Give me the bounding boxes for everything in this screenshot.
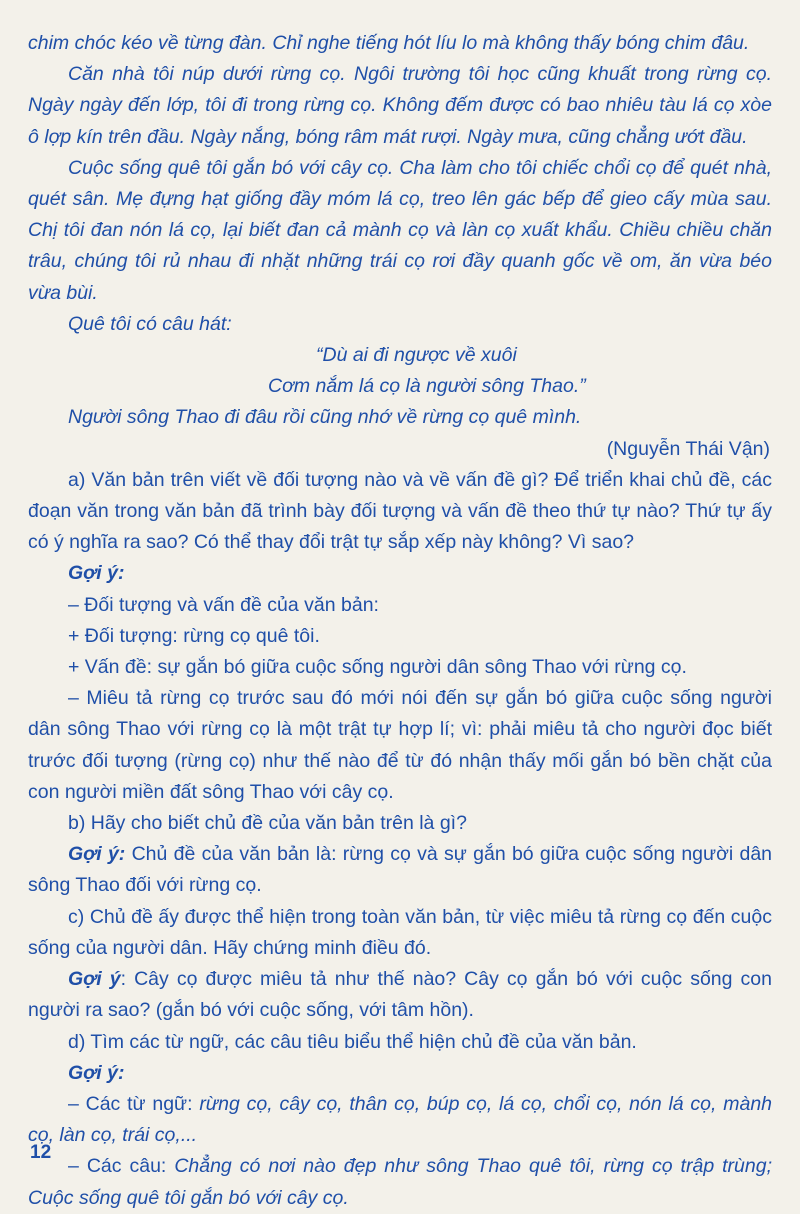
hint-label: Gợi ý: xyxy=(68,562,125,585)
hint-b xyxy=(28,839,772,901)
author-attribution: (Nguyễn Thái Vận) xyxy=(606,437,770,460)
hint-label: Gợi ý: xyxy=(68,843,126,866)
question-b: b) Hãy cho biết chủ đề của văn bản trên là gì? xyxy=(68,812,467,835)
question-d: d) Tìm các từ ngữ, các câu tiêu biểu thể hiện chủ đề của văn bản. xyxy=(68,1030,637,1053)
passage-paragraph-3: Cuộc sống quê tôi gắn bó với cây cọ. Cha làm cho tôi chiếc chổi cọ để quét nhà, quét sân. Mẹ đựng hạt giống đầy móm lá cọ, treo lên gác bếp để gieo cấy mùa sau. Chị tôi đan nón lá cọ, lại biết đan cả mành cọ và làn cọ xuất khẩu. Chiều chiều chăn trâu, chúng tôi rủ nhau đi nhặt những trái cọ rơi đầy quanh gốc về om, ăn vừa béo vừa bùi. xyxy=(28,156,772,304)
passage-paragraph-1: chim chóc kéo về từng đàn. Chỉ nghe tiếng hót líu lo mà không thấy bóng chim đâu. xyxy=(28,32,750,54)
verse-line-2: Cơm nắm lá cọ là người sông Thao.” xyxy=(268,375,586,398)
passage-paragraph-5: Người sông Thao đi đâu rồi cũng nhớ về rừng cọ quê mình. xyxy=(68,406,582,429)
page-number: 12 xyxy=(30,1142,52,1163)
hint-d-1-words: rừng cọ, cây cọ, thân cọ, búp cọ, lá cọ, chổi cọ, nón lá cọ, mành cọ, làn cọ, trái cọ,... xyxy=(28,1092,773,1147)
hint-d-line-1 xyxy=(28,1089,772,1151)
hint-d xyxy=(28,1058,772,1089)
hint-c-text: : Cây cọ được miêu tả như thế nào? Cây cọ gắn bó với cuộc sống con người ra sao? (gắn bó với cuộc sống, với tâm hồn). xyxy=(28,968,772,1022)
hint-label: Gợi ý: xyxy=(68,1061,125,1084)
hint-label: Gợi ý xyxy=(68,968,121,991)
hint-a xyxy=(28,558,772,589)
hint-c xyxy=(28,964,772,1026)
passage-paragraph-2: Căn nhà tôi núp dưới rừng cọ. Ngôi trường tôi học cũng khuất trong rừng cọ. Ngày ngày đến lớp, tôi đi trong rừng cọ. Không đếm được có bao nhiêu tàu lá cọ xòe ô lợp kín trên đầu. Ngày nắng, bóng râm mát rượi. Ngày mưa, cũng chẳng ướt đầu. xyxy=(28,63,772,148)
question-c: c) Chủ đề ấy được thể hiện trong toàn văn bản, từ việc miêu tả rừng cọ đến cuộc sống của người dân. Hãy chứng minh điều đó. xyxy=(28,905,772,959)
hint-b-text: Chủ đề của văn bản là: rừng cọ và sự gắn bó giữa cuộc sống người dân sông Thao đối với rừng cọ. xyxy=(28,843,773,897)
question-a: a) Văn bản trên viết về đối tượng nào và về vấn đề gì? Để triển khai chủ đề, các đoạn văn trong văn bản đã trình bày đối tượng và vấn đề theo thứ tự nào? Thứ tự ấy có ý nghĩa ra sao? Có thể thay đổi trật tự sắp xếp này không? Vì sao? xyxy=(28,468,772,554)
hint-a-line-3: + Vấn đề: sự gắn bó giữa cuộc sống người dân sông Thao với rừng cọ. xyxy=(68,656,687,679)
hint-a-line-4: – Miêu tả rừng cọ trước sau đó mới nói đến sự gắn bó giữa cuộc sống người dân sông Thao với rừng cọ là một trật tự hợp lí; vì: phải miêu tả cho người đọc biết trước đối tượng (rừng cọ) như thế nào để từ đó nhận thấy mối gắn bó bền chặt của con người miền đất sông Thao với cây cọ. xyxy=(28,687,772,803)
hint-a-line-2: + Đối tượng: rừng cọ quê tôi. xyxy=(68,624,320,647)
hint-d-line-2 xyxy=(28,1151,772,1213)
hint-d-2-prefix: – Các câu: xyxy=(68,1155,175,1178)
hint-d-1-prefix: – Các từ ngữ: xyxy=(68,1092,200,1115)
hint-a-line-1: – Đối tượng và vấn đề của văn bản: xyxy=(68,593,379,616)
page-content xyxy=(28,28,772,1214)
hint-d-2-words: Chẳng có nơi nào đẹp như sông Thao quê tôi, rừng cọ trập trùng; Cuộc sống quê tôi gắn bó với cây cọ. xyxy=(28,1155,773,1209)
verse-line-1: “Dù ai đi ngược về xuôi xyxy=(316,344,517,367)
passage-paragraph-4: Quê tôi có câu hát: xyxy=(68,312,232,335)
